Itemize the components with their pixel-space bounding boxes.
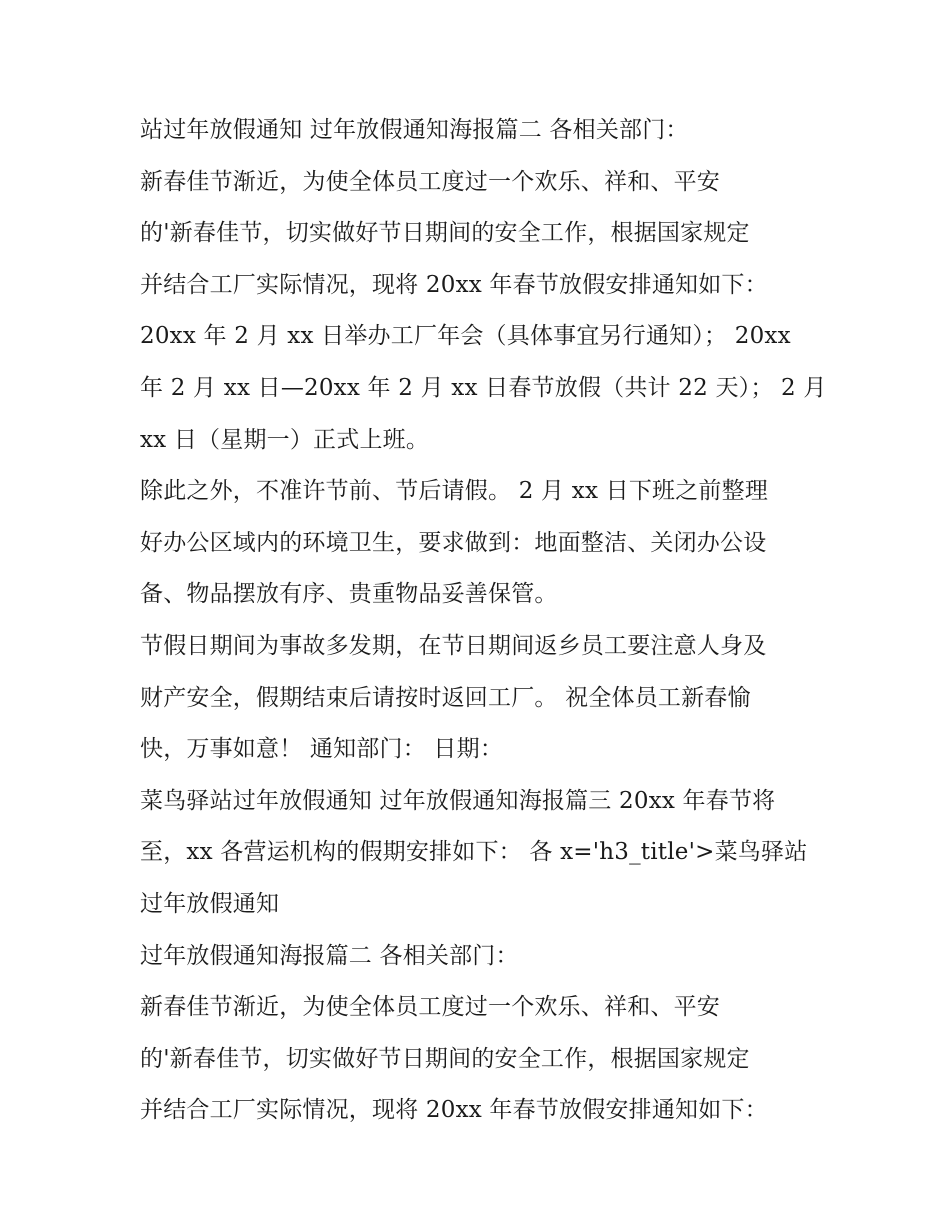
text-line: 好办公区域内的环境卫生，要求做到：地面整洁、关闭办公设 <box>140 529 767 556</box>
text-line: 新春佳节渐近，为使全体员工度过一个欢乐、祥和、平安 <box>140 168 720 195</box>
text-line: 节假日期间为事故多发期，在节日期间返乡员工要注意人身及 <box>140 632 767 659</box>
text-line: 年 2 月 xx 日—20xx 年 2 月 xx 日春节放假（共计 22 天）； 2 月 <box>140 374 827 401</box>
text-line: 20xx 年 2 月 xx 日举办工厂年会（具体事宜另行通知）； 20xx <box>140 323 791 350</box>
text-line: 除此之外，不准许节前、节后请假。 2 月 xx 日下班之前整理 <box>140 478 769 505</box>
text-line: 菜鸟驿站过年放假通知 过年放假通知海报篇三 20xx 年春节将 <box>140 787 776 814</box>
text-line: 过年放假通知海报篇二 各相关部门： <box>140 942 519 969</box>
text-line: 的'新春佳节，切实做好节日期间的安全工作，根据国家规定 <box>140 1045 750 1072</box>
text-line: 站过年放假通知 过年放假通知海报篇二 各相关部门： <box>140 117 689 143</box>
text-line: 备、物品摆放有序、贵重物品妥善保管。 <box>140 581 558 608</box>
text-line: 至，xx 各营运机构的假期安排如下： 各 x='h3_title'>菜鸟驿站 <box>140 839 808 866</box>
text-line: 并结合工厂实际情况，现将 20xx 年春节放假安排通知如下： <box>140 271 768 298</box>
text-line: 过年放假通知 <box>140 890 280 917</box>
text-line: xx 日（星期一）正式上班。 <box>140 426 430 453</box>
text-line: 快，万事如意！ 通知部门： 日期： <box>140 736 504 763</box>
text-line: 财产安全，假期结束后请按时返回工厂。 祝全体员工新春愉 <box>140 684 751 711</box>
text-line: 的'新春佳节，切实做好节日期间的安全工作，根据国家规定 <box>140 220 750 247</box>
text-line: 并结合工厂实际情况，现将 20xx 年春节放假安排通知如下： <box>140 1097 768 1124</box>
text-line: 新春佳节渐近，为使全体员工度过一个欢乐、祥和、平安 <box>140 994 720 1021</box>
document-body <box>140 111 830 1143</box>
